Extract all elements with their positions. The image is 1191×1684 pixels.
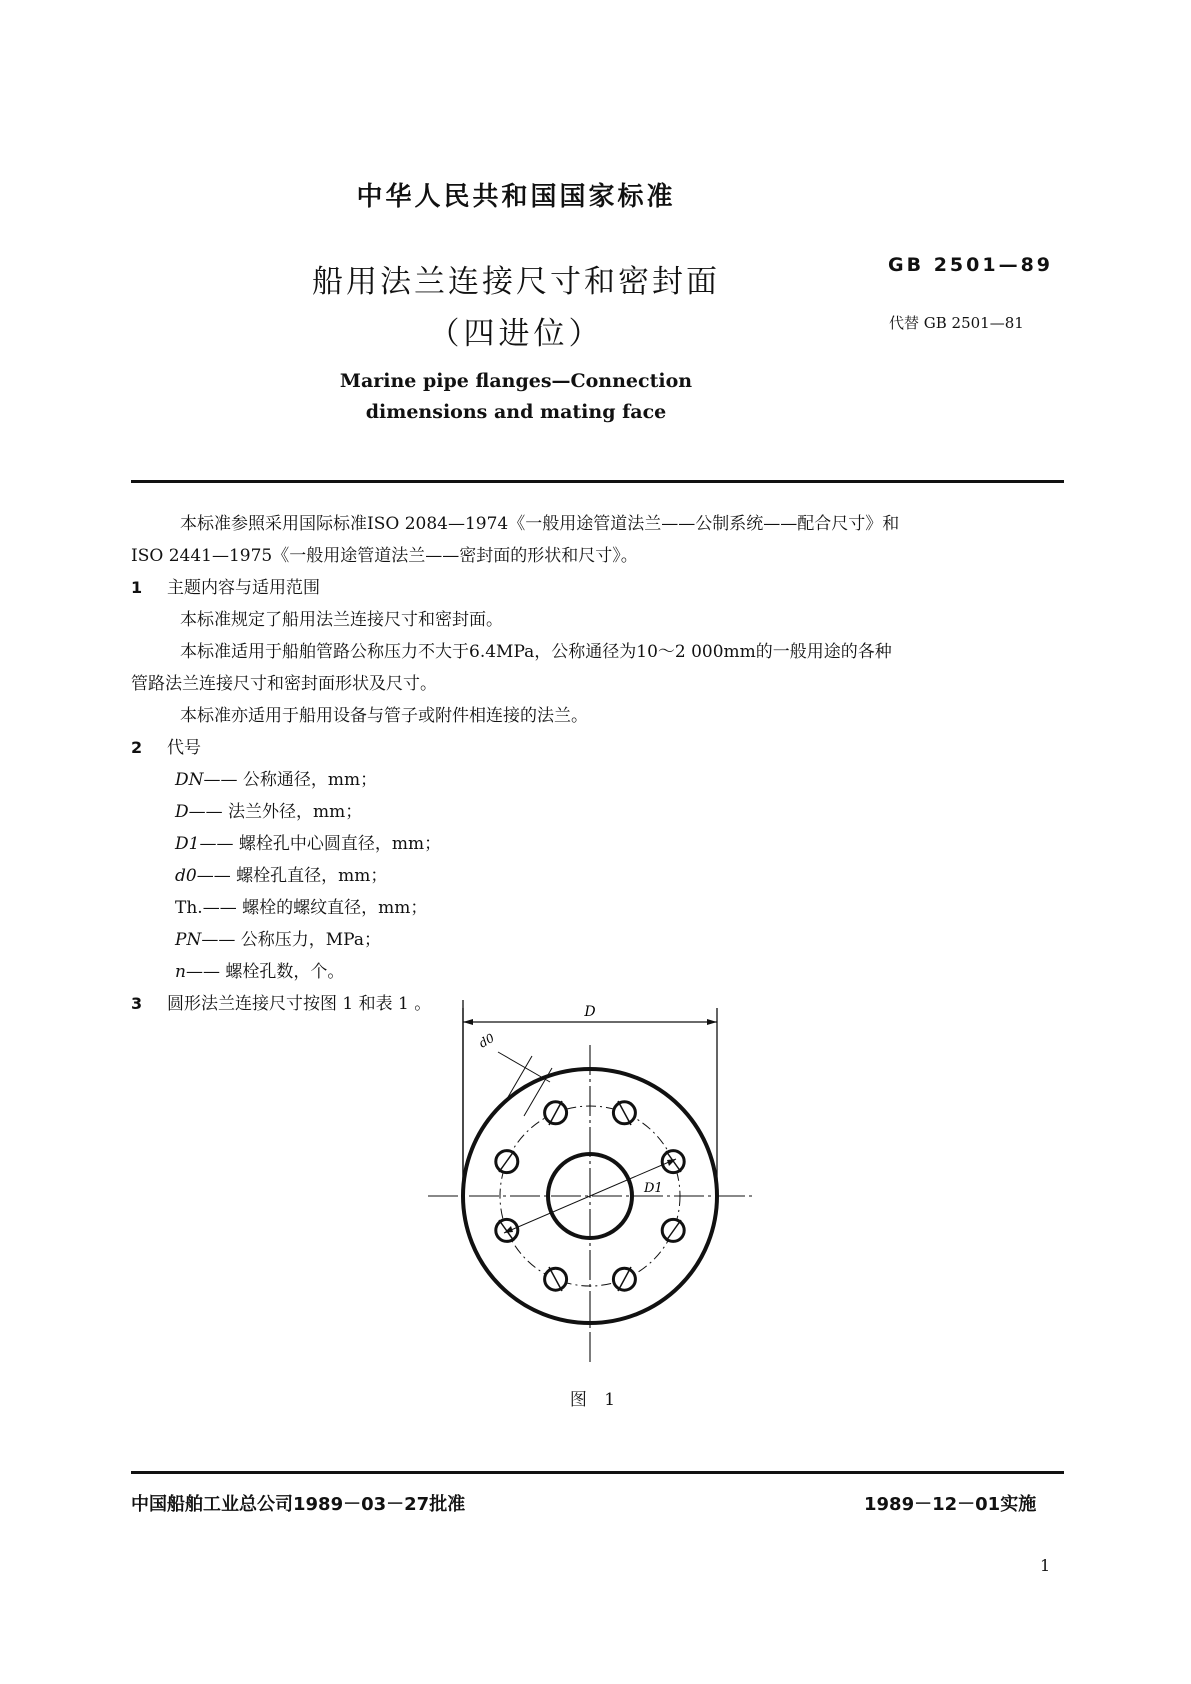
symbol-list-item — [175, 924, 381, 956]
symbol-list-item — [175, 764, 377, 796]
symbol-list-item — [175, 796, 362, 828]
section-2-title: 代号 — [167, 738, 201, 758]
section-2-heading — [131, 732, 201, 764]
document-title-en-line2: dimensions and mating face — [365, 401, 667, 423]
symbol-definition: —— 公称通径，mm； — [203, 770, 378, 790]
intro-line-1: 本标准参照采用国际标准ISO 2084—1974《一般用途管道法兰——公制系统——配合尺寸》和 — [180, 514, 900, 534]
symbol-list-item — [175, 860, 387, 892]
header-divider — [131, 480, 1064, 483]
dimension-line-d0 — [498, 1052, 550, 1082]
arrowhead — [463, 1019, 473, 1025]
symbol-list-item — [175, 956, 344, 988]
section-1-paragraph-2-line-2: 管路法兰连接尺寸和密封面形状及尺寸。 — [131, 674, 437, 694]
section-1-heading — [131, 572, 320, 604]
bolt-hole — [662, 1219, 684, 1241]
bolt-hole — [545, 1101, 567, 1125]
symbol-definition: —— 螺栓孔数，个。 — [185, 962, 345, 982]
symbol-list-item — [175, 828, 441, 860]
arrowhead — [707, 1019, 717, 1025]
symbol: Th. — [175, 898, 203, 918]
effective-date: 1989－12－01实施 — [864, 1494, 1037, 1515]
label-D: D — [584, 1004, 596, 1020]
symbol-definition: —— 螺栓孔直径，mm； — [196, 866, 388, 886]
section-3-heading — [131, 988, 431, 1020]
footer-divider — [131, 1471, 1064, 1474]
symbol: D — [175, 802, 189, 822]
page-number: 1 — [1040, 1556, 1051, 1575]
symbol-definition: —— 法兰外径，mm； — [188, 802, 363, 822]
replaces-standard: 代替 GB 2501—81 — [889, 314, 1024, 332]
section-1-paragraph-2-line-1: 本标准适用于船舶管路公称压力不大于6.4MPa，公称通径为10～2 000mm的一般用途的各种 — [180, 642, 892, 662]
symbol-list-item — [175, 892, 427, 924]
section-1-paragraph-3: 本标准亦适用于船用设备与管子或附件相连接的法兰。 — [180, 706, 588, 726]
figure-caption: 图 1 — [569, 1390, 622, 1410]
label-D1: D1 — [644, 1181, 663, 1196]
flange-diagram — [420, 1000, 760, 1375]
national-standard-heading: 中华人民共和国国家标准 — [356, 182, 676, 212]
section-3-text: 圆形法兰连接尺寸按图 1 和表 1 。 — [167, 994, 432, 1014]
approval-date: 中国船舶工业总公司1989－03－27批准 — [131, 1494, 466, 1515]
label-d0: d0 — [476, 1030, 497, 1051]
bolt-hole — [545, 1267, 567, 1291]
symbol-definition: —— 螺栓孔中心圆直径，mm； — [199, 834, 442, 854]
symbol: d0 — [175, 866, 197, 886]
symbol: n — [175, 962, 186, 982]
document-title-cn: 船用法兰连接尺寸和密封面 — [312, 264, 720, 300]
symbol: D1 — [175, 834, 200, 854]
bolt-hole — [613, 1101, 635, 1125]
symbol-definition: —— 螺栓的螺纹直径，mm； — [202, 898, 428, 918]
section-1-paragraph-1: 本标准规定了船用法兰连接尺寸和密封面。 — [180, 610, 503, 630]
bolt-hole — [613, 1267, 635, 1291]
symbol-definition: —— 公称压力，MPa； — [201, 930, 381, 950]
section-1-number: 1 — [131, 578, 143, 597]
section-2-number: 2 — [131, 738, 143, 757]
document-subtitle-cn: （四进位） — [428, 316, 604, 352]
bolt-hole — [496, 1151, 518, 1173]
document-title-en-line1: Marine pipe flanges—Connection — [339, 370, 693, 392]
section-3-number: 3 — [131, 994, 143, 1013]
section-1-title: 主题内容与适用范围 — [167, 578, 320, 598]
symbol: PN — [175, 930, 202, 950]
standard-number: GB 2501—89 — [888, 254, 1054, 276]
symbol: DN — [175, 770, 204, 790]
intro-line-2: ISO 2441—1975《一般用途管道法兰——密封面的形状和尺寸》。 — [131, 546, 638, 566]
